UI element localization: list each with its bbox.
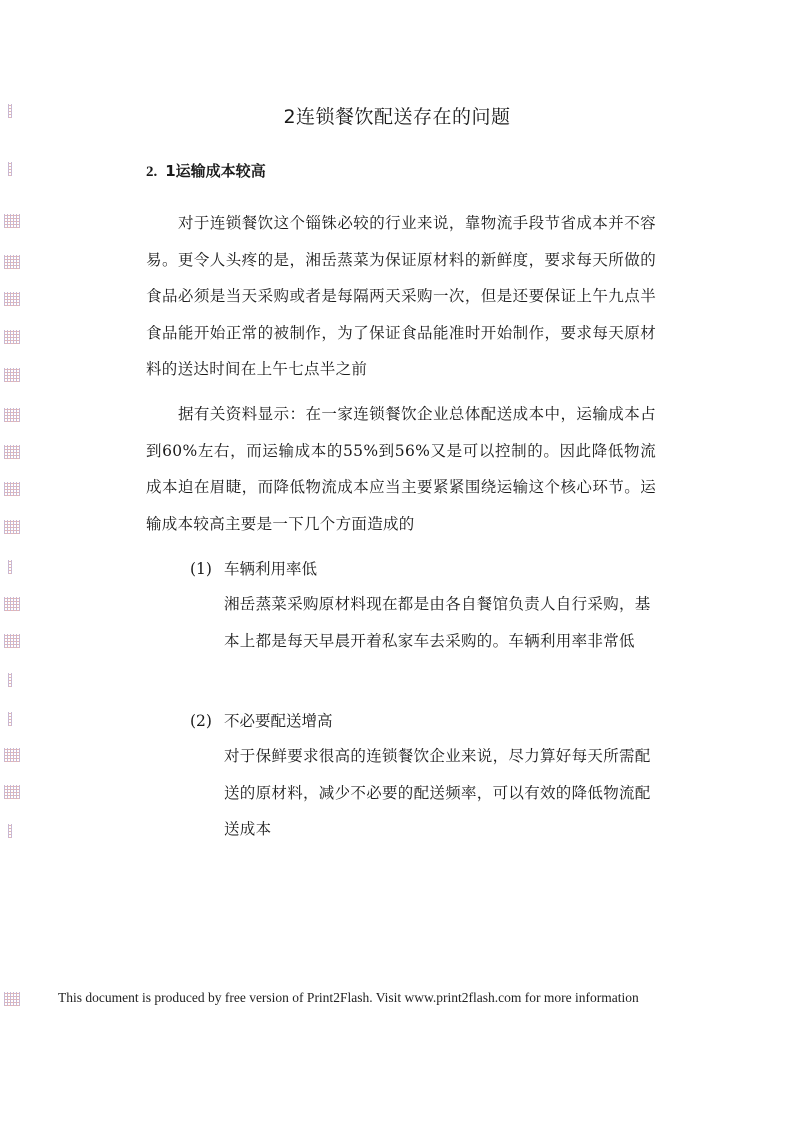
subsection-number: 2. <box>146 164 158 180</box>
list-item-body: 对于保鲜要求很高的连锁餐饮企业来说，尽力算好每天所需配送的原材料，减少不必要的配送频率，可以有效的降低物流配送成本 <box>224 747 651 838</box>
margin-mark <box>8 673 12 687</box>
list-item-title: 不必要配送增高 <box>224 712 333 730</box>
list-item-heading <box>190 709 333 731</box>
margin-mark <box>4 597 20 611</box>
paragraph: 据有关资料显示：在一家连锁餐饮企业总体配送成本中，运输成本占到60%左右，而运输成本的55%到56%又是可以控制的。因此降低物流成本迫在眉睫，而降低物流成本应当主要紧紧围绕运输这个核心环节。运输成本较高主要是一下几个方面造成的 <box>146 405 656 533</box>
list-marker: (1) <box>190 560 212 578</box>
list-item-heading <box>190 557 317 579</box>
margin-mark <box>8 712 12 726</box>
margin-mark <box>8 162 12 176</box>
margin-mark <box>4 408 20 422</box>
margin-mark <box>4 482 20 496</box>
list-item-body: 湘岳蒸菜采购原材料现在都是由各自餐馆负责人自行采购，基本上都是每天早晨开着私家车去采购的。车辆利用率非常低 <box>224 595 651 650</box>
margin-mark <box>4 214 20 228</box>
margin-mark <box>4 634 20 648</box>
margin-mark <box>4 520 20 534</box>
subsection-heading <box>146 160 266 181</box>
margin-mark <box>4 292 20 306</box>
margin-mark <box>4 330 20 344</box>
margin-mark <box>4 992 20 1006</box>
margin-mark <box>4 368 20 382</box>
list-item-title: 车辆利用率低 <box>224 560 318 578</box>
section-title: 2连锁餐饮配送存在的问题 <box>283 106 511 128</box>
list-marker: (2) <box>190 712 212 730</box>
margin-mark <box>4 785 20 799</box>
subsection-title: 1运输成本较高 <box>165 162 266 180</box>
margin-mark <box>4 445 20 459</box>
watermark-footer: This document is produced by free version of Print2Flash. Visit www.print2flash.com for more information <box>58 990 639 1005</box>
margin-mark <box>4 748 20 762</box>
margin-mark <box>8 560 12 574</box>
paragraph: 对于连锁餐饮这个锱铢必较的行业来说，靠物流手段节省成本并不容易。更令人头疼的是，湘岳蒸菜为保证原材料的新鲜度，要求每天所做的食品必须是当天采购或者是每隔两天采购一次，但是还要保证上午九点半食品能开始正常的被制作，为了保证食品能准时开始制作，要求每天原材料的送达时间在上午七点半之前 <box>146 214 656 378</box>
margin-mark <box>8 824 12 838</box>
margin-mark <box>4 255 20 269</box>
